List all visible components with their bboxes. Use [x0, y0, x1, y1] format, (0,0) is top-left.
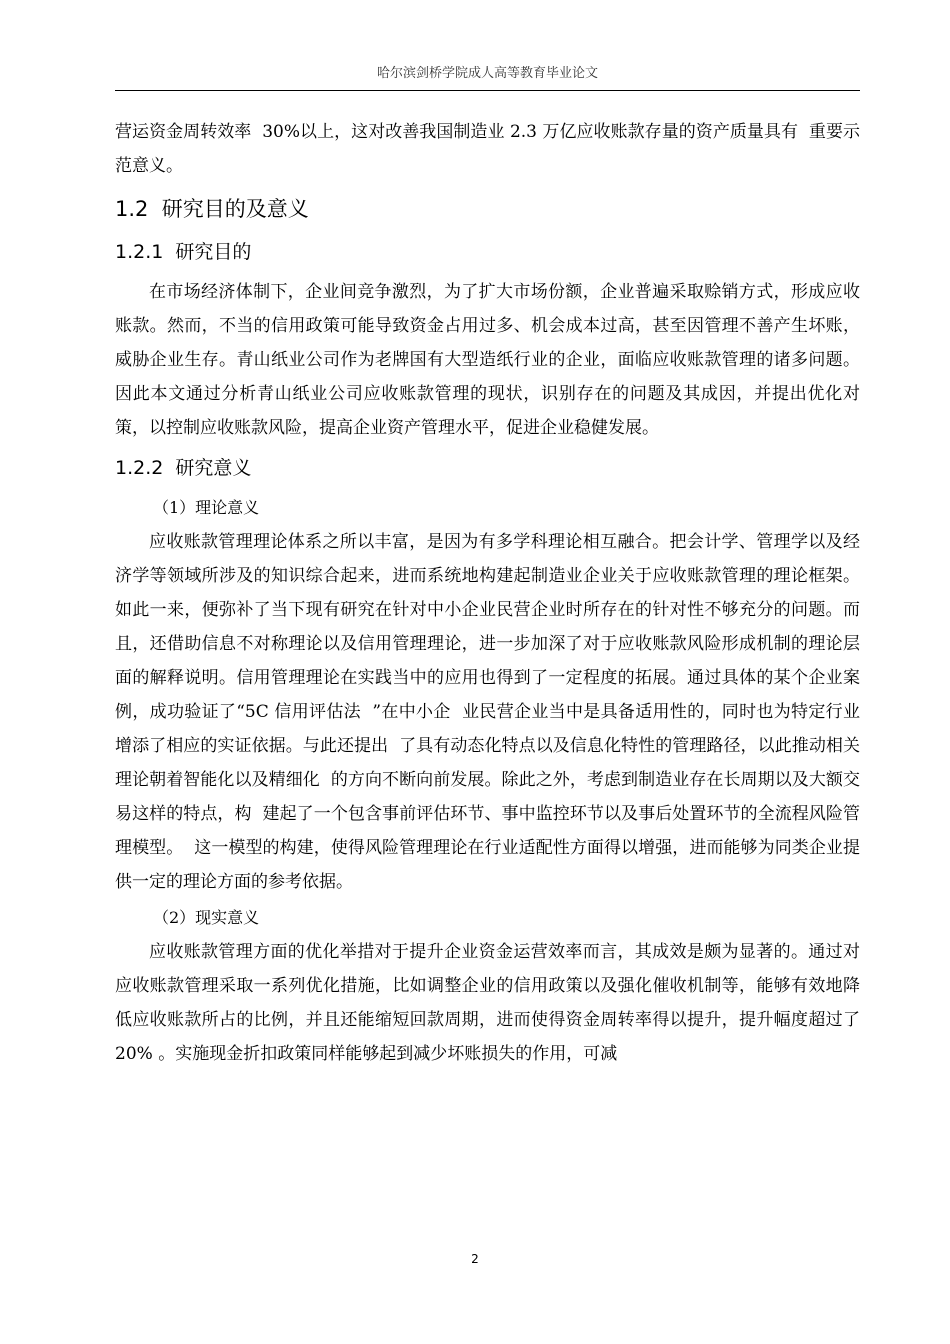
practical-significance-paragraph: 应收账款管理方面的优化举措对于提升企业资金运营效率而言，其成效是颇为显著的。通过对应收账款管理采取一系列优化措施，比如调整企业的信用政策以及强化催收机制等，能够有效地降低应收账款所占的比例，并且还能缩短回款周期，进而使得资金周转率得以提升，提升幅度超过了 20% 。实施现金折扣政策同样能够起到减少坏账损失的作用，可减: [115, 942, 866, 1064]
research-purpose-paragraph: 在市场经济体制下，企业间竞争激烈，为了扩大市场份额，企业普遍采取赊销方式，形成应收账款。然而，不当的信用政策可能导致资金占用过多、机会成本过高，甚至因管理不善产生坏账，威胁企业生存。青山纸业公司作为老牌国有大型造纸行业的企业，面临应收账款管理的诸多问题。因此本文通过分析青山纸业公司应收账款管理的现状，识别存在的问题及其成因，并提出优化对策，以控制应收账款风险，提高企业资产管理水平，促进企业稳健发展。: [115, 282, 860, 438]
page-body: [115, 115, 871, 1071]
header-title: 哈尔滨剑桥学院成人高等教育毕业论文: [376, 66, 598, 81]
theory-significance-label: （1）理论意义: [153, 498, 260, 517]
practical-significance-label: （2）现实意义: [153, 908, 260, 927]
intro-continuation-paragraph: 营运资金周转效率 30%以上，这对改善我国制造业 2.3 万亿应收账款存量的资产质量具有 重要示范意义。: [115, 122, 860, 176]
section-1-2-2-heading: 1.2.2 研究意义: [115, 457, 252, 479]
section-1-2-1-heading: 1.2.1 研究目的: [115, 241, 252, 263]
page-header: [115, 62, 860, 91]
section-1-2-heading: 1.2 研究目的及意义: [115, 197, 309, 221]
theory-significance-paragraph: 应收账款管理理论体系之所以丰富，是因为有多学科理论相互融合。把会计学、管理学以及经济学等领域所涉及的知识综合起来，进而系统地构建起制造业企业关于应收账款管理的理论框架。如此一来，便弥补了当下现有研究在针对中小企业民营企业时所存在的针对性不够充分的问题。而且，还借助信息不对称理论以及信用管理理论，进一步加深了对于应收账款风险形成机制的理论层面的解释说明。信用管理理论在实践当中的应用也得到了一定程度的拓展。通过具体的某个企业案例，成功验证了“5C 信用评估法 ”在中小企 业民营企业当中是具备适用性的，同时也为特定行业增添了相应的实证依据。与此还提出 了具有动态化特点以及信息化特性的管理路径，以此推动相关理论朝着智能化以及精细化 的方向不断向前发展。除此之外，考虑到制造业存在长周期以及大额交易这样的特点，构 建起了一个包含事前评估环节、事中监控环节以及事后处置环节的全流程风险管理模型。 这一模型的构建，使得风险管理理论在行业适配性方面得以增强，进而能够为同类企业提 供一定的理论方面的参考依据。: [115, 532, 871, 892]
page-number: 2: [471, 1252, 479, 1266]
